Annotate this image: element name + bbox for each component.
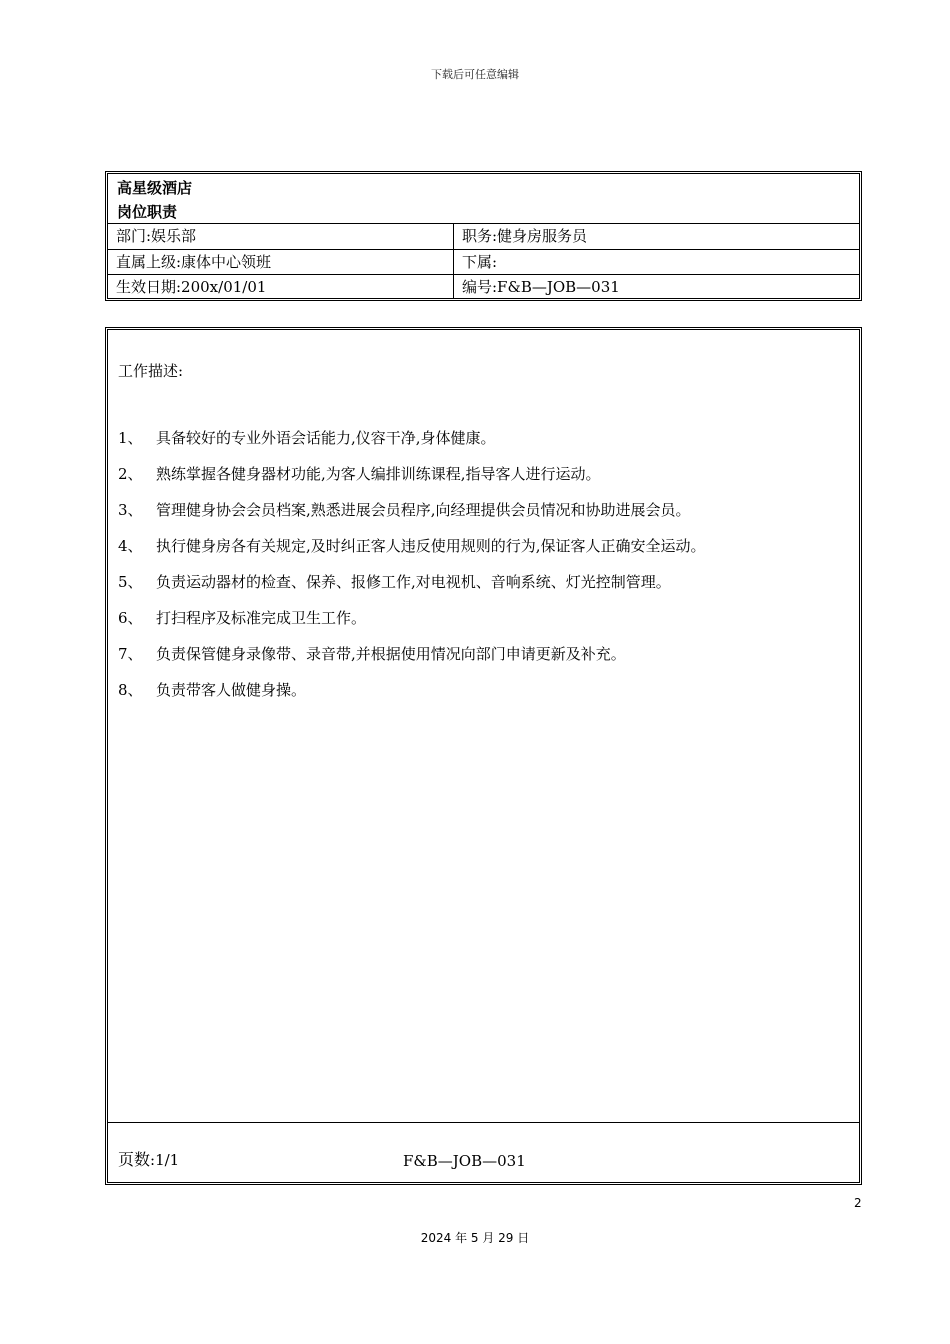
duty-item xyxy=(118,572,706,608)
page-number: 2 xyxy=(854,1196,862,1210)
department-cell: 部门:娱乐部 xyxy=(116,227,197,245)
duty-item xyxy=(118,428,706,464)
page-count-label: 页数 xyxy=(118,1150,151,1169)
duty-text: 执行健身房各有关规定,及时纠正客人违反使用规则的行为,保证客人正确安全运动。 xyxy=(156,537,706,555)
duty-text: 熟练掌握各健身器材功能,为客人编排训练课程,指导客人进行运动。 xyxy=(156,465,601,483)
title-area xyxy=(108,174,859,223)
page-count-value: :1/1 xyxy=(150,1151,180,1169)
duty-number: 7、 xyxy=(118,645,143,663)
code-cell: 编号:F&B—JOB—031 xyxy=(462,278,620,296)
duty-item xyxy=(118,536,706,572)
duty-item xyxy=(118,680,706,716)
header-row-department xyxy=(108,224,859,248)
page-count xyxy=(118,1147,179,1170)
subordinate-cell: 下属: xyxy=(462,253,498,271)
footer-doc-code: F&B—JOB—031 xyxy=(403,1152,526,1170)
column-divider xyxy=(453,223,454,299)
duty-item xyxy=(118,644,706,680)
date-footer: 2024 年 5 月 29 日 xyxy=(420,1231,530,1245)
header-row-date xyxy=(108,275,859,299)
duty-number: 5、 xyxy=(118,573,143,591)
duty-list xyxy=(118,428,706,716)
header-row-superior xyxy=(108,250,859,274)
description-label: 工作描述: xyxy=(118,362,184,380)
hotel-name: 高星级酒店 xyxy=(117,179,193,197)
duty-item xyxy=(118,500,706,536)
duty-text: 具备较好的专业外语会话能力,仪容干净,身体健康。 xyxy=(156,429,496,447)
duty-number: 3、 xyxy=(118,501,143,519)
duty-item xyxy=(118,464,706,500)
doc-type: 岗位职责 xyxy=(117,203,178,221)
duty-text: 负责带客人做健身操。 xyxy=(156,681,307,699)
duty-text: 负责保管健身录像带、录音带,并根据使用情况向部门申请更新及补充。 xyxy=(156,645,626,663)
watermark-text: 下载后可任意编辑 xyxy=(431,68,519,81)
footer-divider xyxy=(108,1122,859,1123)
duty-item xyxy=(118,608,706,644)
header-table xyxy=(105,171,862,301)
duty-number: 6、 xyxy=(118,609,143,627)
job-description-box xyxy=(105,327,862,1185)
duty-number: 1、 xyxy=(118,429,143,447)
duty-number: 2、 xyxy=(118,465,143,483)
duty-text: 打扫程序及标准完成卫生工作。 xyxy=(156,609,367,627)
effective-date-cell: 生效日期:200x/01/01 xyxy=(116,278,267,296)
duty-text: 管理健身协会会员档案,熟悉进展会员程序,向经理提供会员情况和协助进展会员。 xyxy=(156,501,691,519)
position-cell: 职务:健身房服务员 xyxy=(462,227,588,245)
duty-number: 8、 xyxy=(118,681,143,699)
duty-number: 4、 xyxy=(118,537,143,555)
duty-text: 负责运动器材的检查、保养、报修工作,对电视机、音响系统、灯光控制管理。 xyxy=(156,573,671,591)
superior-cell: 直属上级:康体中心领班 xyxy=(116,253,272,271)
